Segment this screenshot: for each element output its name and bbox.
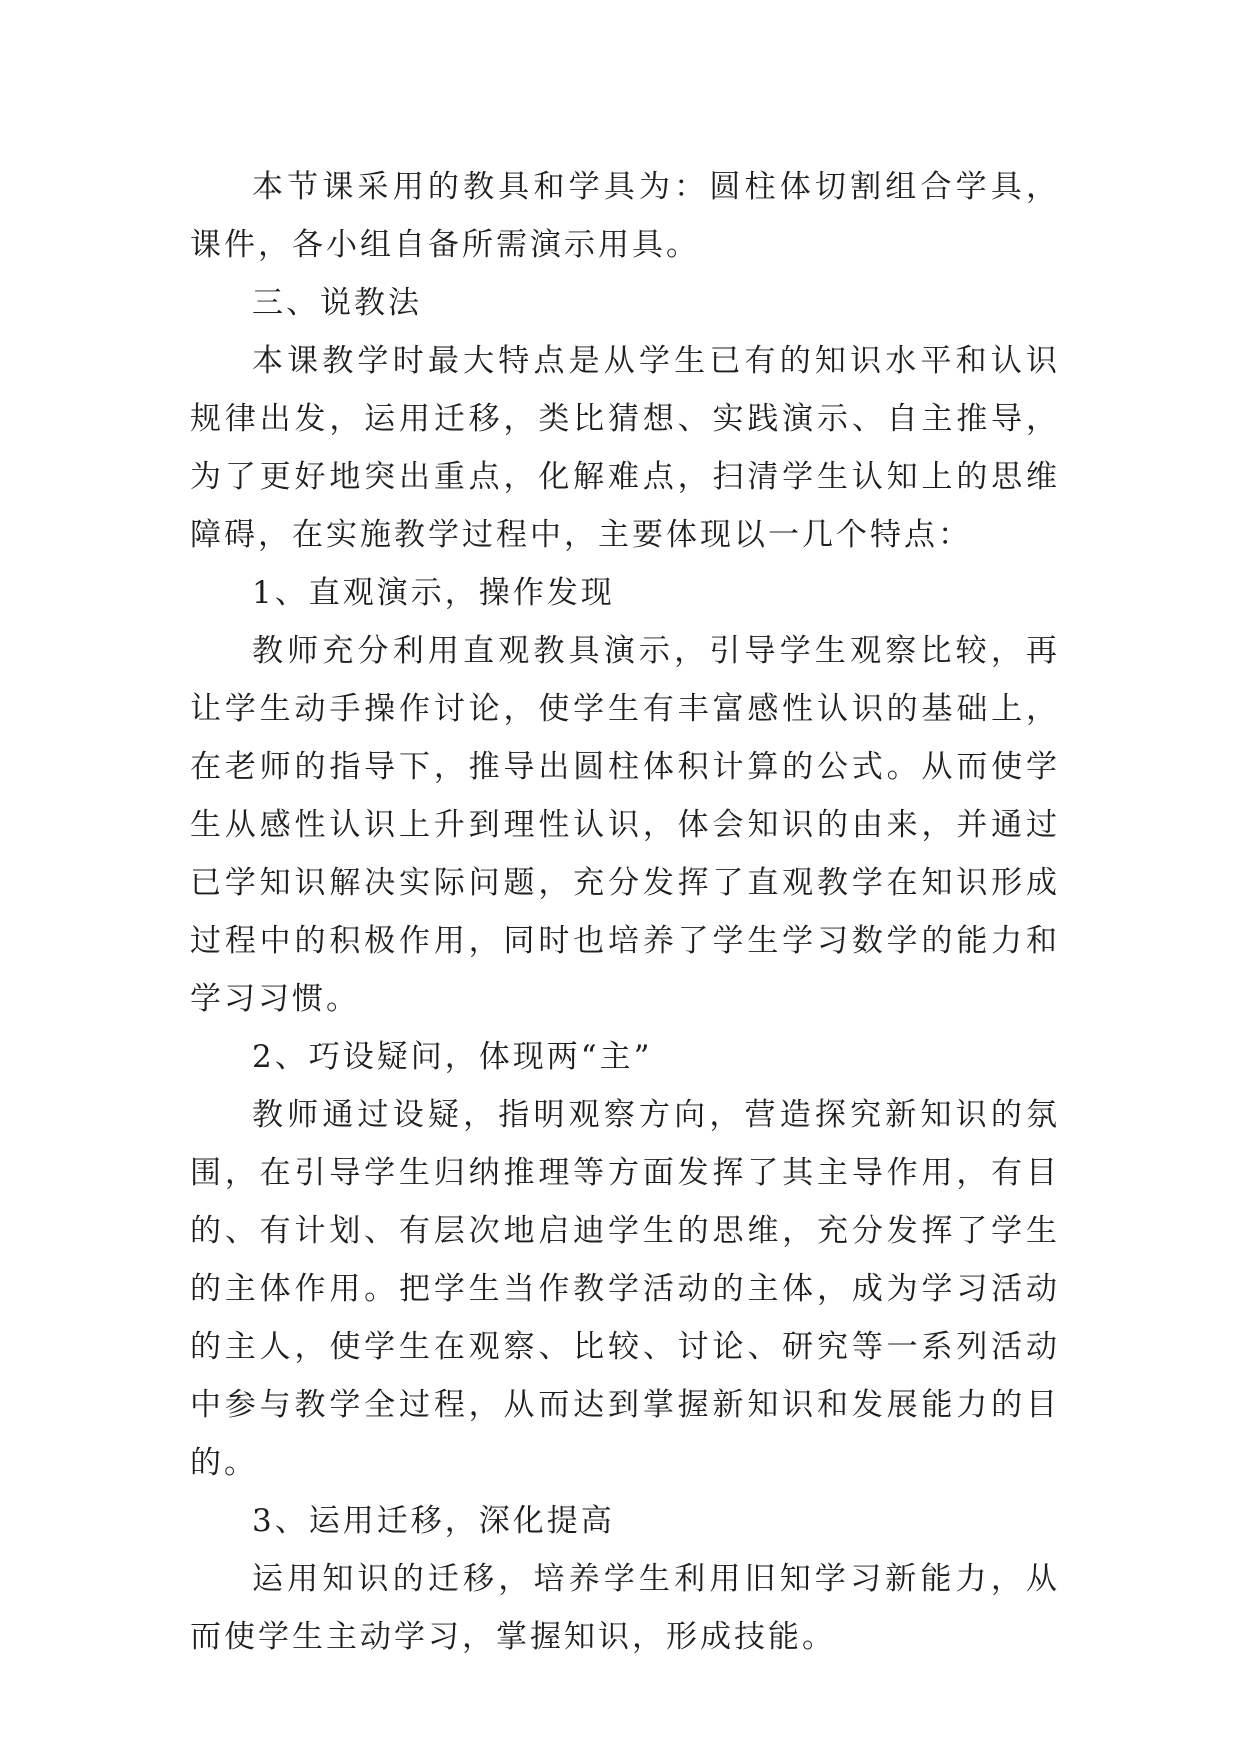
paragraph-method-overview: 本课教学时最大特点是从学生已有的知识水平和认识规律出发，运用迁移，类比猜想、实践演示、自主推导，为了更好地突出重点，化解难点，扫清学生认知上的思维障碍，在实施教学过程中，主要体现以一几个特点： [190,343,1060,553]
section-heading-teaching-method: 三、说教法 [252,285,422,321]
paragraph-teaching-tools: 本节课采用的教具和学具为：圆柱体切割组合学具，课件，各小组自备所需演示用具。 [190,169,1060,263]
subheading-transfer: 3、运用迁移，深化提高 [252,1503,615,1539]
subheading-questioning: 2、巧设疑问，体现两“主” [252,1039,653,1075]
subheading-demonstration: 1、直观演示，操作发现 [252,575,615,611]
paragraph-demonstration: 教师充分利用直观教具演示，引导学生观察比较，再让学生动手操作讨论，使学生有丰富感性认识的基础上，在老师的指导下，推导出圆柱体积计算的公式。从而使学生从感性认识上升到理性认识，体会知识的由来，并通过已学知识解决实际问题，充分发挥了直观教学在知识形成过程中的积极作用，同时也培养了学生学习数学的能力和学习习惯。 [190,633,1060,1017]
document-body [190,158,1060,1666]
paragraph-questioning: 教师通过设疑，指明观察方向，营造探究新知识的氛围，在引导学生归纳推理等方面发挥了其主导作用，有目的、有计划、有层次地启迪学生的思维，充分发挥了学生的主体作用。把学生当作教学活动的主体，成为学习活动的主人，使学生在观察、比较、讨论、研究等一系列活动中参与教学全过程，从而达到掌握新知识和发展能力的目的。 [190,1097,1060,1481]
paragraph-transfer: 运用知识的迁移，培养学生利用旧知学习新能力，从而使学生主动学习，掌握知识，形成技能。 [190,1561,1060,1655]
